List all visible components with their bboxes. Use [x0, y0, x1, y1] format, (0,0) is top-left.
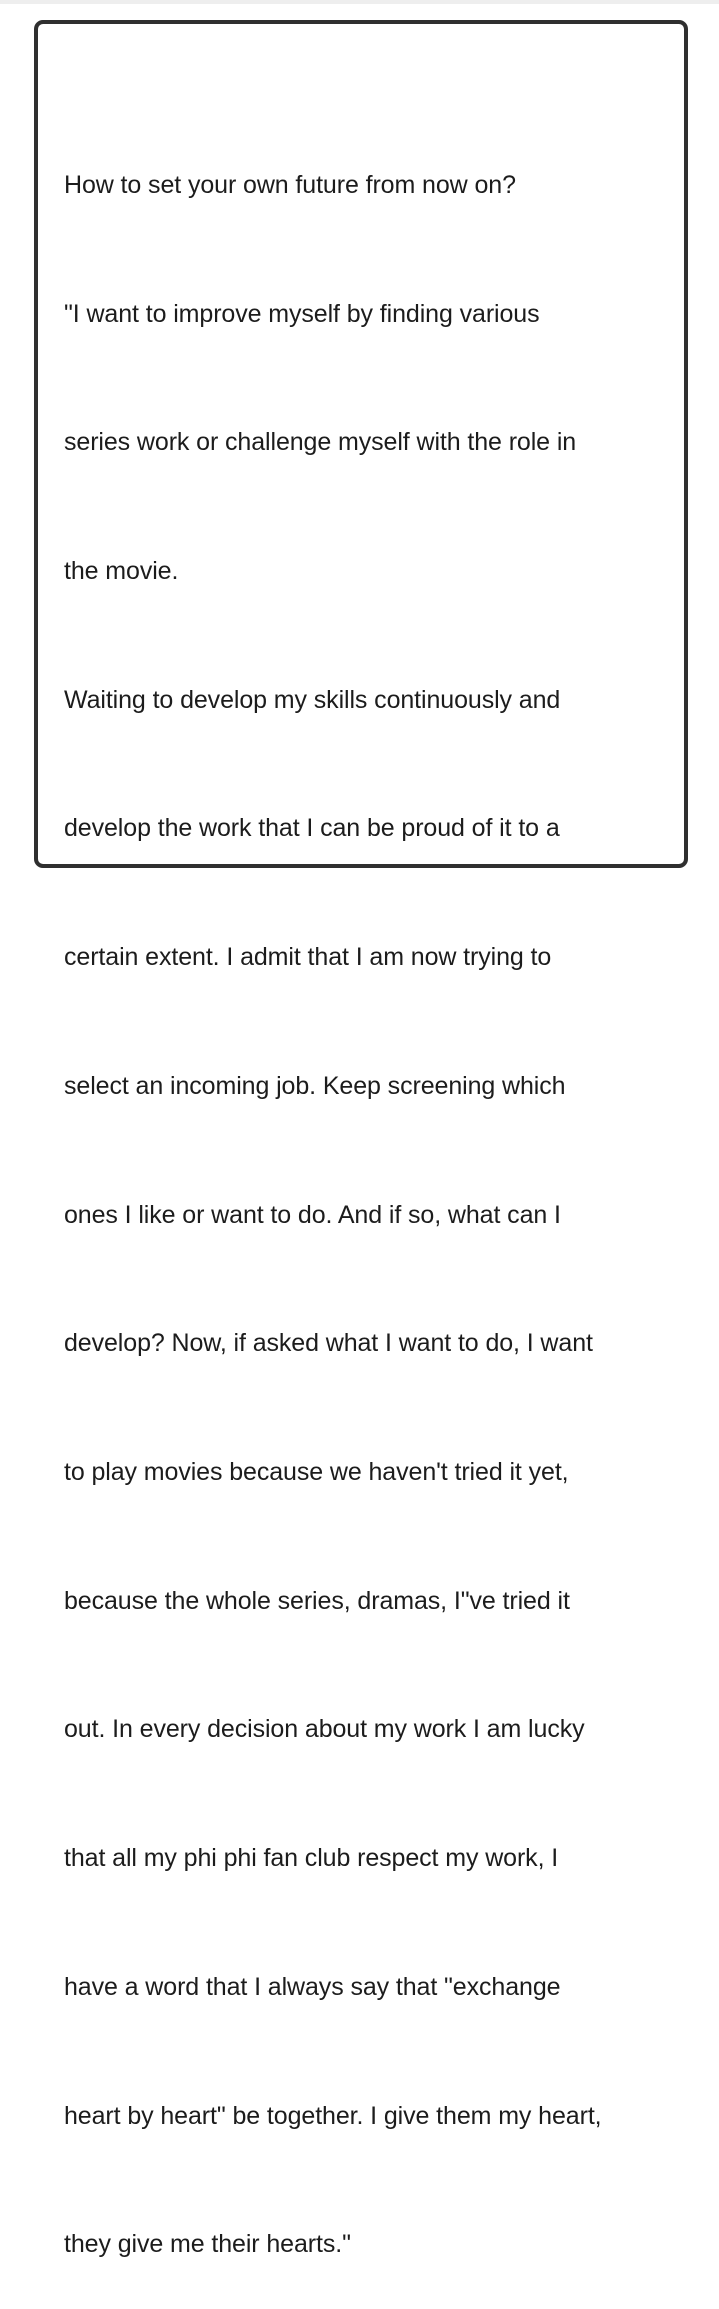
- text-line: because the whole series, dramas, I"ve tried it: [64, 1586, 570, 1615]
- text-line: select an incoming job. Keep screening which: [64, 1071, 566, 1100]
- text-line: "I want to improve myself by finding various: [64, 299, 540, 328]
- text-line: series work or challenge myself with the role in: [64, 428, 577, 457]
- text-line: ones I like or want to do. And if so, what can I: [64, 1200, 561, 1229]
- text-line: they give me their hearts.": [64, 2230, 351, 2259]
- text-line: out. In every decision about my work I am lucky: [64, 1715, 585, 1744]
- text-line: have a word that I always say that "exchange: [64, 1972, 561, 2001]
- text-line: the movie.: [64, 556, 179, 585]
- text-line: to play movies because we haven't tried it yet,: [64, 1458, 569, 1486]
- text-line: How to set your own future from now on?: [64, 170, 516, 199]
- text-line: Waiting to develop my skills continuously and: [64, 685, 561, 714]
- text-line: that all my phi phi fan club respect my work, I: [64, 1844, 559, 1873]
- text-line: develop the work that I can be proud of it to a: [64, 814, 560, 843]
- text-line: heart by heart" be together. I give them my heart,: [64, 2101, 602, 2130]
- interview-text: [64, 78, 664, 2309]
- text-line: certain extent. I admit that I am now trying to: [64, 943, 552, 972]
- text-line: develop? Now, if asked what I want to do, I want: [64, 1329, 593, 1358]
- top-divider: [0, 0, 719, 4]
